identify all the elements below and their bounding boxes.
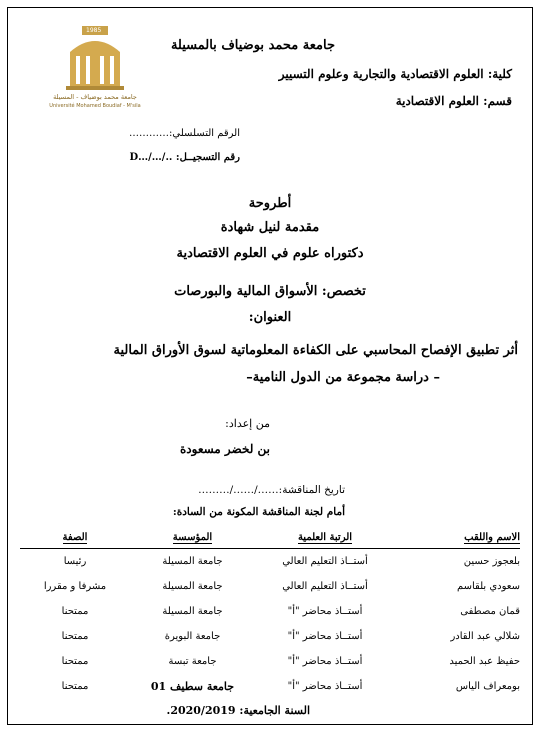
- table-row: [20, 674, 520, 699]
- jury-rank: أستــاذ محاضر "أ": [287, 656, 363, 667]
- jury-name: بلعجوز حسين: [463, 556, 520, 567]
- jury-table-header: [20, 532, 520, 549]
- faculty-name: كلية: العلوم الاقتصادية والتجارية وعلوم التسيير: [278, 67, 512, 81]
- author-name: بن لخضر مسعودة: [179, 442, 270, 456]
- jury-institution: جامعة المسيلة: [162, 556, 223, 567]
- header-institution: المؤسسة: [130, 532, 255, 549]
- table-row: [20, 549, 520, 575]
- jury-role: ممتحنا: [61, 656, 89, 667]
- table-row: [20, 624, 520, 649]
- table-row: [20, 599, 520, 624]
- jury-role: ممتحنا: [61, 681, 89, 692]
- jury-name: شلالي عبد القادر: [450, 631, 520, 642]
- table-row: [20, 649, 520, 674]
- thesis-type: أطروحة: [248, 196, 292, 211]
- jury-institution: جامعة سطيف 01: [150, 680, 235, 693]
- thesis-title-line1: أثر تطبيق الإفصاح المحاسبي على الكفاءة المعلوماتية لسوق الأوراق المالية: [113, 343, 518, 358]
- jury-role: ممتحنا: [61, 631, 89, 642]
- title-label: العنوان:: [248, 310, 292, 325]
- jury-role: مشرفا و مقررا: [43, 581, 107, 592]
- jury-institution: جامعة المسيلة: [162, 606, 223, 617]
- jury-table: [20, 532, 520, 699]
- university-name: جامعة محمد بوضياف بالمسيلة: [170, 38, 335, 53]
- committee-label: أمام لجنة المناقشة المكونة من السادة:: [172, 506, 345, 518]
- registration-number: رقم التسجيــل: ../…/…D: [129, 152, 240, 163]
- specialty: تخصص: الأسواق المالية والبورصات: [174, 284, 366, 299]
- university-logo: [40, 22, 150, 118]
- jury-role: ممتحنا: [61, 606, 89, 617]
- logo-arabic-name: جامعة محمد بوضياف - المسيلة: [53, 93, 137, 101]
- serial-number: الرقم التسلسلي:…………: [129, 128, 240, 139]
- jury-institution: جامعة البويرة: [164, 631, 221, 642]
- jury-role: رئيسا: [63, 556, 87, 567]
- header-role: الصفة: [20, 532, 130, 549]
- jury-institution: جامعة المسيلة: [162, 581, 223, 592]
- table-row: [20, 574, 520, 599]
- prepared-by-label: من إعداد:: [225, 417, 270, 430]
- header-name: الاسم واللقب: [395, 532, 520, 549]
- defense-date: تاريخ المناقشة:……/……/………: [198, 484, 345, 496]
- jury-rank: أستــاذ محاضر "أ": [287, 606, 363, 617]
- header-rank: الرتبة العلمية: [255, 532, 395, 549]
- logo-year: 1985: [86, 27, 102, 34]
- jury-name: سعودي بلقاسم: [456, 581, 520, 592]
- jury-rank: أستــاذ محاضر "أ": [287, 681, 363, 692]
- jury-rank: أستــاذ محاضر "أ": [287, 631, 363, 642]
- jury-name: حفيظ عبد الحميد: [449, 656, 520, 667]
- jury-rank: أستــاذ التعليم العالي: [282, 556, 368, 567]
- jury-name: بومعراف الياس: [455, 681, 520, 692]
- jury-rank: أستــاذ التعليم العالي: [282, 581, 368, 592]
- academic-year: السنة الجامعية: 2020/2019.: [166, 704, 310, 717]
- jury-institution: جامعة تبسة: [168, 656, 217, 667]
- degree: دكتوراه علوم في العلوم الاقتصادية: [176, 246, 364, 261]
- logo-latin-name: Université Mohamed Boudiaf - M'sila: [49, 103, 141, 109]
- submitted-for: مقدمة لنيل شهادة: [220, 220, 320, 235]
- jury-name: قمان مصطفى: [460, 606, 520, 617]
- thesis-title-line2: – دراسة مجموعة من الدول النامية–: [246, 370, 440, 385]
- department-name: قسم: العلوم الاقتصادية: [395, 94, 512, 108]
